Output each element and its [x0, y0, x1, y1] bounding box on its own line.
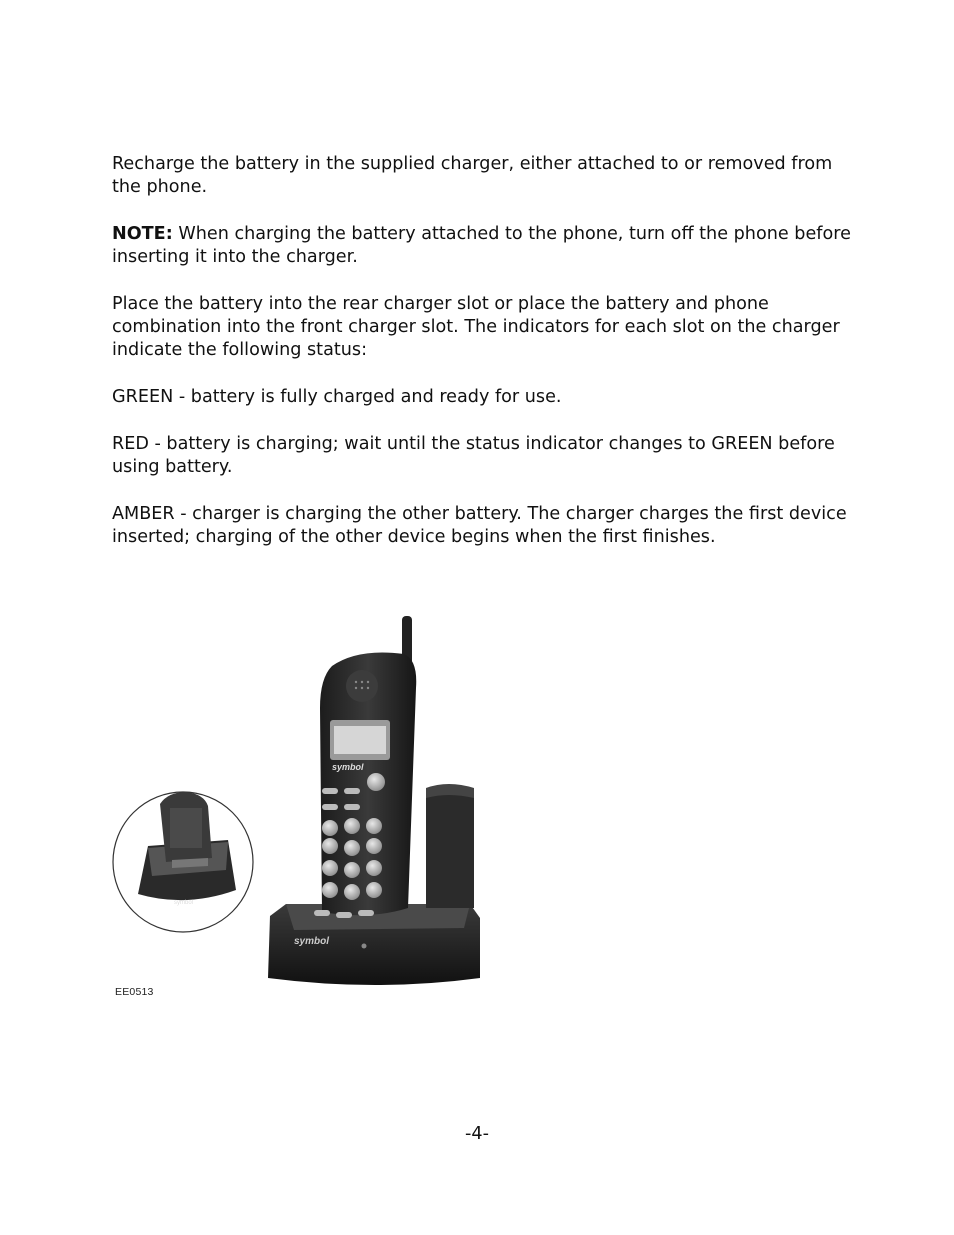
cordless-phone	[314, 653, 416, 919]
phone-brand-label: symbol	[332, 762, 364, 772]
paragraph-note	[112, 223, 852, 269]
inset-brand-label: symbol	[174, 900, 194, 906]
paragraph-recharge: Recharge the battery in the supplied charger, either attached to or removed from the phone.	[112, 154, 833, 197]
note-label: NOTE:	[112, 224, 173, 244]
charger-brand-label: symbol	[294, 936, 330, 947]
paragraph-placement: Place the battery into the rear charger slot or place the battery and phone combination into the front charger slot. The indicators for each slot on the charger indicate the following status:	[112, 294, 840, 360]
battery-charger-inset	[113, 792, 253, 932]
status-green: GREEN - battery is fully charged and ready for use.	[112, 387, 562, 407]
status-red: RED - battery is charging; wait until the status indicator changes to GREEN before using battery.	[112, 434, 835, 477]
status-amber: AMBER - charger is charging the other battery. The charger charges the first device inserted; charging of the other device begins when the first finishes.	[112, 504, 847, 547]
page-number: -4-	[465, 1124, 489, 1144]
phone-charger-figure	[108, 608, 488, 1008]
charger-indicator-light	[362, 944, 367, 949]
note-text: When charging the battery attached to the phone, turn off the phone before inserting it into the charger.	[112, 224, 851, 267]
earpiece-speaker	[346, 670, 378, 702]
nav-key	[367, 773, 385, 791]
figure-code: EE0513	[115, 986, 154, 998]
